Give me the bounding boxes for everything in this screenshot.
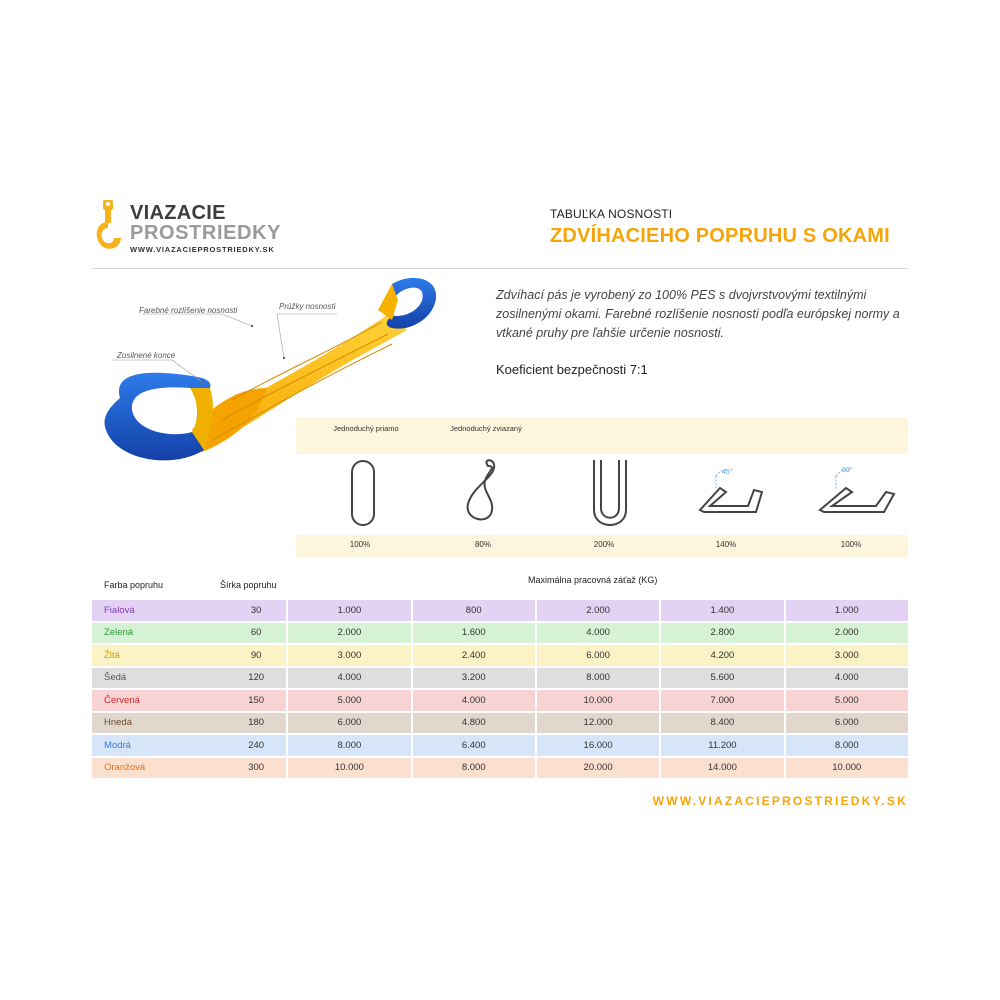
hitch-percent-3: 200% [593,540,615,549]
cell-load-value: 4.000 [286,668,410,689]
cell-width: 300 [204,758,286,779]
hitch-label-straight: Jednoduchý priamo [333,424,399,433]
cell-load-value: 8.000 [784,735,908,756]
cell-load-value: 6.400 [411,735,535,756]
cell-load-value: 6.000 [286,713,410,734]
cell-load-value: 7.000 [659,690,783,711]
cell-load-value: 14.000 [659,758,783,779]
hitch-percent-2: 80% [474,540,491,549]
cell-load-value: 11.200 [659,735,783,756]
cell-width: 180 [204,713,286,734]
brand-line2: PROSTRIEDKY [130,222,282,244]
cell-load-value: 8.400 [659,713,783,734]
cell-color-name: Oranžová [92,758,204,779]
angle-45-label: 45° [722,469,733,476]
angle-60-label: 60° [842,467,853,474]
hitch-percent-1: 100% [349,540,371,549]
cell-width: 240 [204,735,286,756]
cell-load-value: 5.600 [659,668,783,689]
table-row [92,690,908,711]
label-reinforced-ends: Zosilnené konce [117,351,176,360]
cell-load-value: 5.000 [286,690,410,711]
cell-load-value: 6.000 [535,645,659,666]
cell-load-value: 2.800 [659,623,783,644]
cell-width: 150 [204,690,286,711]
cell-load-value: 2.400 [411,645,535,666]
cell-load-value: 4.800 [411,713,535,734]
cell-color-name: Hnedá [92,713,204,734]
table-row [92,600,908,621]
cell-load-value: 2.000 [286,623,410,644]
brand-logo [92,200,292,256]
load-table [92,598,908,780]
product-description: Zdvíhací pás je vyrobený zo 100% PES s dvojvrstvovými textilnými zosilnenými okami. Farebné rozlíšenie nosnosti podľa európskej normy a vtkané pruhy pre ľahšie určenie nosnosti. [496,288,900,340]
cell-color-name: Modrá [92,735,204,756]
page-title: ZDVÍHACIEHO POPRUHU S OKAMI [550,225,890,247]
cell-color-name: Červená [92,690,204,711]
safety-factor: Koeficient bezpečnosti 7:1 [496,362,648,377]
brand-line1: VIAZACIE [130,202,226,224]
hitch-diagrams [296,454,908,534]
table-row [92,713,908,734]
cell-load-value: 10.000 [784,758,908,779]
cell-load-value: 8.000 [286,735,410,756]
cell-color-name: Zelená [92,623,204,644]
cell-load-value: 2.000 [535,600,659,621]
cell-load-value: 10.000 [286,758,410,779]
cell-width: 120 [204,668,286,689]
table-row [92,668,908,689]
cell-load-value: 6.000 [784,713,908,734]
col-header-load: Maximálna pracovná záťaž (KG) [528,575,658,585]
cell-load-value: 4.000 [535,623,659,644]
basket-hitch-icon [594,460,626,525]
cell-load-value: 16.000 [535,735,659,756]
cell-load-value: 4.000 [784,668,908,689]
cell-load-value: 8.000 [535,668,659,689]
cell-load-value: 3.000 [784,645,908,666]
cell-load-value: 2.000 [784,623,908,644]
col-header-width: Šírka popruhu [220,580,277,590]
cell-color-name: Žltá [92,645,204,666]
cell-load-value: 1.400 [659,600,783,621]
cell-load-value: 5.000 [784,690,908,711]
hitch-label-choker: Jednoduchý zviazaný [450,424,522,433]
cell-load-value: 12.000 [535,713,659,734]
cell-load-value: 800 [411,600,535,621]
cell-load-value: 10.000 [535,690,659,711]
table-row [92,645,908,666]
cell-load-value: 3.200 [411,668,535,689]
straight-hitch-icon [352,461,374,525]
cell-load-value: 20.000 [535,758,659,779]
label-color-coding: Farebné rozlíšenie nosnosti [139,306,238,315]
choker-hitch-icon [468,460,495,519]
basket-60-hitch-icon [820,466,894,512]
cell-load-value: 1.000 [286,600,410,621]
page-subtitle: TABUĽKA NOSNOSTI [550,207,673,221]
cell-color-name: Šedá [92,668,204,689]
hitch-percent-4: 140% [715,540,737,549]
table-row [92,758,908,779]
cell-color-name: Fialová [92,600,204,621]
basket-45-hitch-icon [700,468,762,512]
label-stripes: Prúžky nosnosti [279,302,336,311]
brand-website: WWW.VIAZACIEPROSTRIEDKY.SK [130,245,275,254]
cell-width: 60 [204,623,286,644]
divider [92,268,908,269]
footer-url[interactable]: WWW.VIAZACIEPROSTRIEDKY.SK [652,794,908,808]
cell-load-value: 4.000 [411,690,535,711]
col-header-color: Farba popruhu [104,580,164,590]
table-row [92,735,908,756]
crane-hook-icon [92,200,124,252]
cell-width: 30 [204,600,286,621]
table-row [92,623,908,644]
cell-load-value: 4.200 [659,645,783,666]
cell-load-value: 1.000 [784,600,908,621]
hitch-percent-5: 100% [840,540,862,549]
cell-width: 90 [204,645,286,666]
cell-load-value: 8.000 [411,758,535,779]
cell-load-value: 1.600 [411,623,535,644]
cell-load-value: 3.000 [286,645,410,666]
